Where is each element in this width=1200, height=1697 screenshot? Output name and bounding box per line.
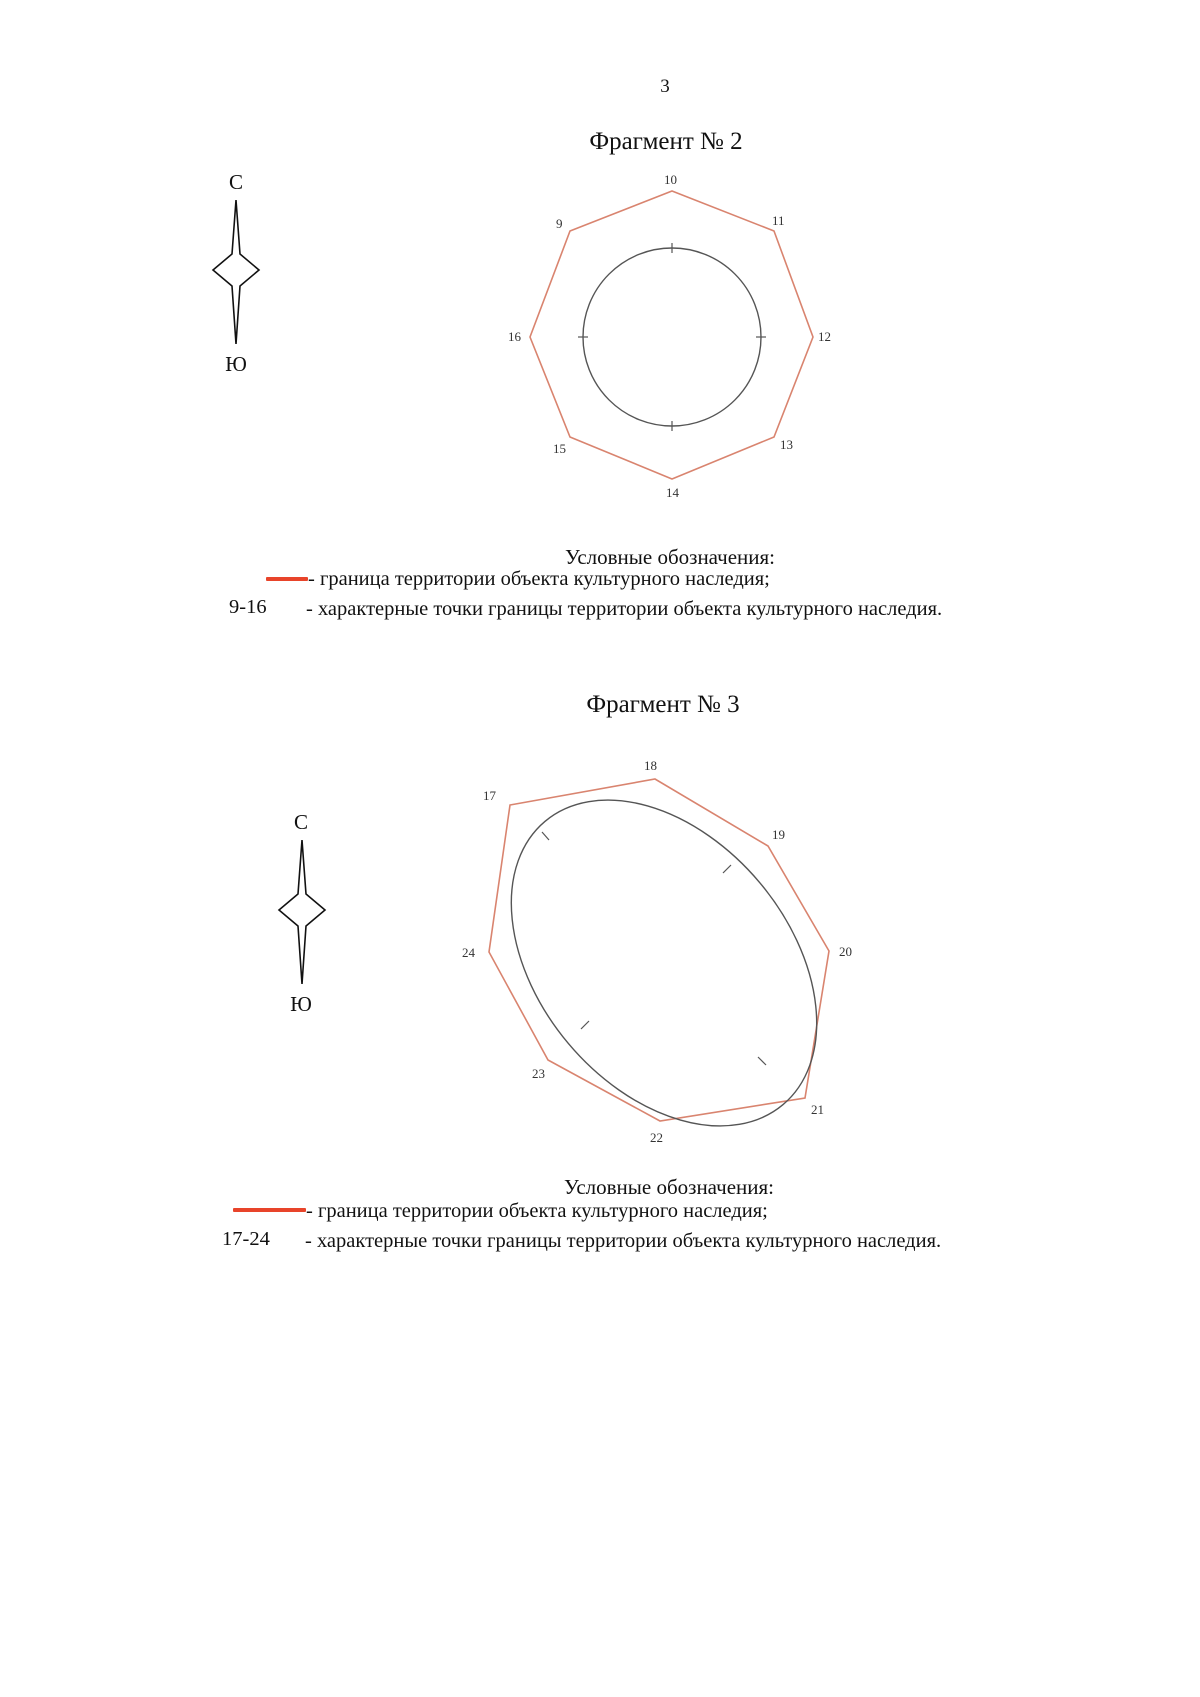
- point-label: 22: [650, 1130, 663, 1145]
- compass-north-label: С: [293, 810, 308, 834]
- legend-points-text: - характерные точки границы территории объекта культурного наследия.: [305, 1230, 942, 1252]
- point-label: 18: [644, 758, 657, 773]
- point-label: 13: [780, 437, 793, 452]
- legend-title: Условные обозначения:: [564, 545, 776, 569]
- fragment-2-plan: [500, 165, 860, 505]
- compass-south-label: Ю: [225, 352, 247, 376]
- page-number: 3: [660, 76, 670, 97]
- boundary-legend-swatch: [233, 1208, 306, 1212]
- fragment-2-title: Фрагмент № 2: [589, 128, 743, 155]
- outline-ticks: [542, 832, 766, 1065]
- compass-south-label: Ю: [290, 992, 312, 1016]
- point-label: 9: [556, 216, 563, 231]
- legend-boundary-text: - граница территории объекта культурного наследия;: [308, 568, 770, 590]
- boundary-polygon: [530, 191, 813, 479]
- legend-boundary-text: - граница территории объекта культурного наследия;: [306, 1200, 768, 1222]
- legend-points-range: 17-24: [222, 1228, 270, 1250]
- point-label: 10: [664, 172, 677, 187]
- compass-north-label: С: [228, 170, 243, 194]
- point-label: 11: [772, 213, 785, 228]
- point-label: 12: [818, 329, 831, 344]
- object-outline: [583, 248, 761, 426]
- point-label: 14: [666, 485, 679, 500]
- point-label: 23: [532, 1066, 545, 1081]
- boundary-legend-swatch: [266, 577, 308, 581]
- fragment-3-plan: [450, 750, 870, 1150]
- north-arrow-icon: [271, 838, 333, 988]
- object-outline: [449, 741, 878, 1185]
- legend-title: Условные обозначения:: [563, 1175, 775, 1199]
- point-label: 16: [508, 329, 521, 344]
- legend-points-text: - характерные точки границы территории объекта культурного наследия.: [306, 598, 943, 620]
- point-label: 20: [839, 944, 852, 959]
- outline-ticks: [578, 243, 766, 431]
- fragment-3-title: Фрагмент № 3: [586, 691, 740, 718]
- point-label: 24: [462, 945, 475, 960]
- north-arrow-icon: [205, 198, 267, 348]
- point-label: 21: [811, 1102, 824, 1117]
- point-label: 19: [772, 827, 785, 842]
- legend-points-range: 9-16: [229, 596, 267, 618]
- point-label: 15: [553, 441, 566, 456]
- point-label: 17: [483, 788, 496, 803]
